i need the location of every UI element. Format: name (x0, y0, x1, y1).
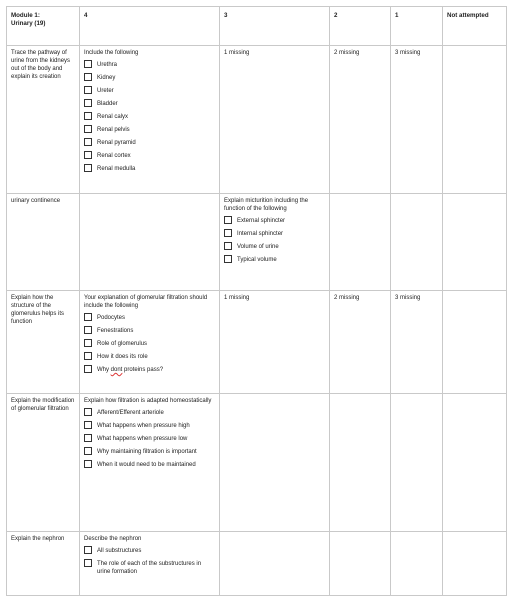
not-attempted-cell (443, 394, 507, 532)
checklist-item[interactable]: Bladder (84, 99, 215, 110)
checkbox[interactable] (84, 60, 92, 68)
score-3-cell: 1 missing (220, 291, 330, 394)
col-2-header: 2 (330, 7, 391, 46)
module-title-cell (7, 7, 80, 46)
criteria-intro: Describe the nephron (84, 536, 142, 542)
score-1-cell: 3 missing (391, 46, 443, 194)
checklist-item[interactable]: Why dont proteins pass? (84, 365, 215, 376)
score-1-cell: 3 missing (391, 291, 443, 394)
checkbox[interactable] (84, 326, 92, 334)
score-2-cell (330, 532, 391, 596)
checkbox[interactable] (84, 138, 92, 146)
not-attempted-cell (443, 46, 507, 194)
checklist-item[interactable]: The role of each of the substructures in urine formation (84, 559, 215, 576)
topic-cell: Explain the modification of glomerular filtration (7, 394, 80, 532)
checklist-item[interactable]: Internal sphincter (224, 229, 325, 240)
score-2-cell (330, 194, 391, 291)
checkbox[interactable] (84, 125, 92, 133)
spellcheck-word: dont (110, 367, 123, 373)
score-3-cell: 1 missing (220, 46, 330, 194)
checkbox[interactable] (224, 242, 232, 250)
checklist-item[interactable]: External sphincter (224, 216, 325, 227)
score-1-cell (391, 194, 443, 291)
criteria-cell (80, 532, 220, 596)
checkbox[interactable] (224, 216, 232, 224)
criteria-cell (80, 291, 220, 394)
not-attempted-cell (443, 194, 507, 291)
not-attempted-cell (443, 291, 507, 394)
checkbox[interactable] (224, 255, 232, 263)
col-3-header: 3 (220, 7, 330, 46)
checkbox[interactable] (84, 546, 92, 554)
checkbox[interactable] (84, 339, 92, 347)
module-title: Module 1: (11, 12, 40, 19)
topic-cell: Explain how the structure of the glomerulus helps its function (7, 291, 80, 394)
checkbox[interactable] (84, 408, 92, 416)
col-4-header: 4 (80, 7, 220, 46)
checkbox[interactable] (84, 86, 92, 94)
topic-cell: urinary continence (7, 194, 80, 291)
checklist-item[interactable]: Volume of urine (224, 242, 325, 253)
criteria-intro: Include the following (84, 50, 139, 56)
checkbox[interactable] (84, 164, 92, 172)
checkbox[interactable] (84, 352, 92, 360)
checklist-item[interactable]: Why maintaining filtration is important (84, 447, 215, 458)
score-2-cell (330, 394, 391, 532)
checklist-item[interactable]: Renal cortex (84, 151, 215, 162)
checklist-item[interactable]: Renal pyramid (84, 138, 215, 149)
criteria-intro: Explain micturition including the function of the following (224, 198, 309, 212)
checklist-item[interactable]: All substructures (84, 546, 215, 557)
checkbox[interactable] (84, 434, 92, 442)
checklist-item[interactable]: Podocytes (84, 313, 215, 324)
checklist-item[interactable]: Urethra (84, 60, 215, 71)
rubric-row-urine-pathway (7, 46, 507, 194)
checklist-item[interactable]: Typical volume (224, 255, 325, 266)
checkbox[interactable] (224, 229, 232, 237)
checklist-item[interactable]: Renal calyx (84, 112, 215, 123)
rubric-row-continence (7, 194, 507, 291)
criteria-intro: Explain how filtration is adapted homeostatically (84, 398, 212, 404)
checklist-item[interactable]: Afferent/Efferent arteriole (84, 408, 215, 419)
checklist-item[interactable]: Fenestrations (84, 326, 215, 337)
not-attempted-cell (443, 532, 507, 596)
rubric-row-nephron (7, 532, 507, 596)
checkbox[interactable] (84, 447, 92, 455)
checkbox[interactable] (84, 99, 92, 107)
checklist-item[interactable]: Kidney (84, 73, 215, 84)
checkbox[interactable] (84, 460, 92, 468)
rubric-row-glomerulus (7, 291, 507, 394)
topic-cell: Explain the nephron (7, 532, 80, 596)
checkbox[interactable] (84, 151, 92, 159)
criteria-intro: Your explanation of glomerular filtration should include the following (84, 295, 208, 309)
checklist-item[interactable]: Renal pelvis (84, 125, 215, 136)
checklist-item[interactable]: Role of glomerulus (84, 339, 215, 350)
checkbox[interactable] (84, 421, 92, 429)
checklist-item[interactable]: Ureter (84, 86, 215, 97)
score-3-cell (220, 194, 330, 291)
rubric-table (6, 6, 507, 596)
checkbox[interactable] (84, 112, 92, 120)
score-3-cell (220, 394, 330, 532)
header-row (7, 7, 507, 46)
checkbox[interactable] (84, 365, 92, 373)
col-1-header: 1 (391, 7, 443, 46)
not-attempted-header: Not attempted (443, 7, 507, 46)
topic-cell: Trace the pathway of urine from the kidneys out of the body and explain its creation (7, 46, 80, 194)
criteria-cell (80, 194, 220, 291)
checklist-item[interactable]: Renal medulla (84, 164, 215, 175)
checkbox[interactable] (84, 73, 92, 81)
checkbox[interactable] (84, 559, 92, 567)
checklist-item[interactable]: When it would need to be maintained (84, 460, 215, 471)
score-2-cell: 2 missing (330, 46, 391, 194)
score-1-cell (391, 394, 443, 532)
criteria-cell (80, 46, 220, 194)
criteria-cell (80, 394, 220, 532)
score-3-cell (220, 532, 330, 596)
checklist-item[interactable]: What happens when pressure high (84, 421, 215, 432)
rubric-row-filtration-modification (7, 394, 507, 532)
checklist-item[interactable]: What happens when pressure low (84, 434, 215, 445)
score-2-cell: 2 missing (330, 291, 391, 394)
checklist-item[interactable]: How it does its role (84, 352, 215, 363)
module-subtitle: Urinary (19) (11, 20, 46, 27)
score-1-cell (391, 532, 443, 596)
checkbox[interactable] (84, 313, 92, 321)
